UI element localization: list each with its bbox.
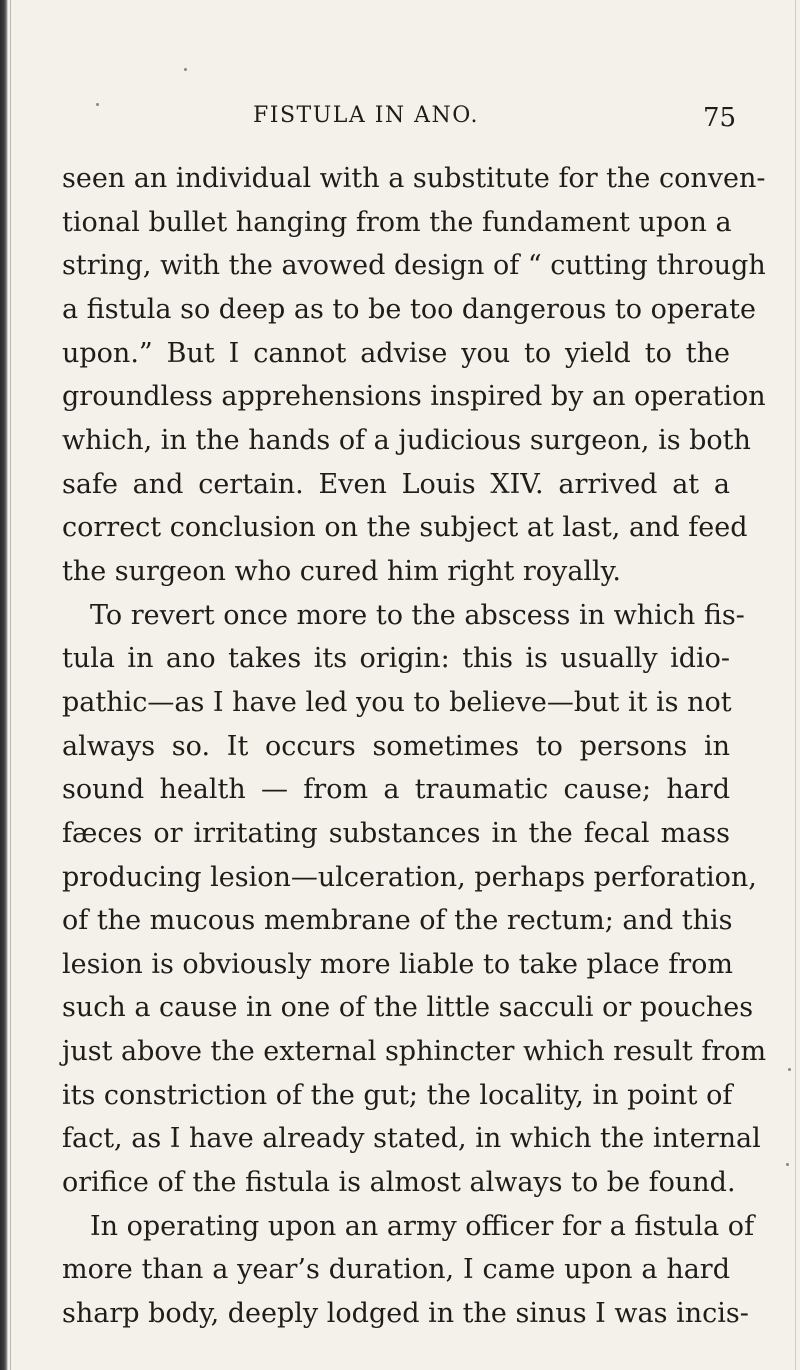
running-head: FISTULA IN ANO. (253, 103, 480, 128)
text-line: To revert once more to the abscess in which fis- (90, 599, 745, 631)
text-line: upon.” But I cannot advise you to yield to the (62, 337, 730, 369)
paper-speck (184, 68, 187, 71)
text-line: string, with the avowed design of “ cutting through (62, 250, 766, 282)
page-header (0, 103, 800, 133)
text-line: a fistula so deep as to be too dangerous to operate (62, 293, 756, 325)
page-edge-left (10, 0, 11, 1370)
page-edge-right (795, 0, 796, 1370)
text-line: such a cause in one of the little sacculi or pouches (62, 992, 754, 1024)
body-text (62, 157, 767, 1336)
paper-speck (96, 103, 99, 106)
paper-speck (788, 1068, 791, 1071)
text-line: orifice of the fistula is almost always to be found. (62, 1167, 736, 1199)
text-line: groundless apprehensions inspired by an operation (62, 381, 766, 413)
text-line: In operating upon an army officer for a fistula of (90, 1210, 755, 1242)
text-line: lesion is obviously more liable to take place from (62, 948, 733, 980)
text-line: always so. It occurs sometimes to persons in (62, 730, 730, 762)
text-line: fæces or irritating substances in the fecal mass (62, 817, 730, 849)
text-line: pathic—as I have led you to believe—but it is not (62, 686, 732, 718)
text-line: which, in the hands of a judicious surgeon, is both (62, 424, 751, 456)
text-line: just above the external sphincter which result from (62, 1036, 767, 1068)
text-line: safe and certain. Even Louis XIV. arrived at a (62, 468, 730, 500)
text-line: more than a year’s duration, I came upon a hard (62, 1254, 730, 1286)
text-line: producing lesion—ulceration, perhaps perforation, (62, 861, 757, 893)
paper-speck (786, 1163, 789, 1166)
text-line: fact, as I have already stated, in which the internal (62, 1123, 761, 1155)
page-number: 75 (703, 103, 737, 133)
text-line: sound health — from a traumatic cause; hard (62, 774, 730, 806)
text-line: tional bullet hanging from the fundament upon a (62, 206, 732, 238)
text-line: tula in ano takes its origin: this is usually idio- (62, 643, 730, 675)
text-line: its constriction of the gut; the locality, in point of (62, 1079, 733, 1111)
text-line: seen an individual with a substitute for the conven- (62, 163, 766, 194)
text-line: the surgeon who cured him right royally. (62, 555, 621, 587)
binding-shadow (0, 0, 8, 1370)
text-line: of the mucous membrane of the rectum; and this (62, 905, 733, 937)
text-line: correct conclusion on the subject at last, and feed (62, 512, 748, 544)
text-line: sharp body, deeply lodged in the sinus I was incis- (62, 1298, 749, 1330)
